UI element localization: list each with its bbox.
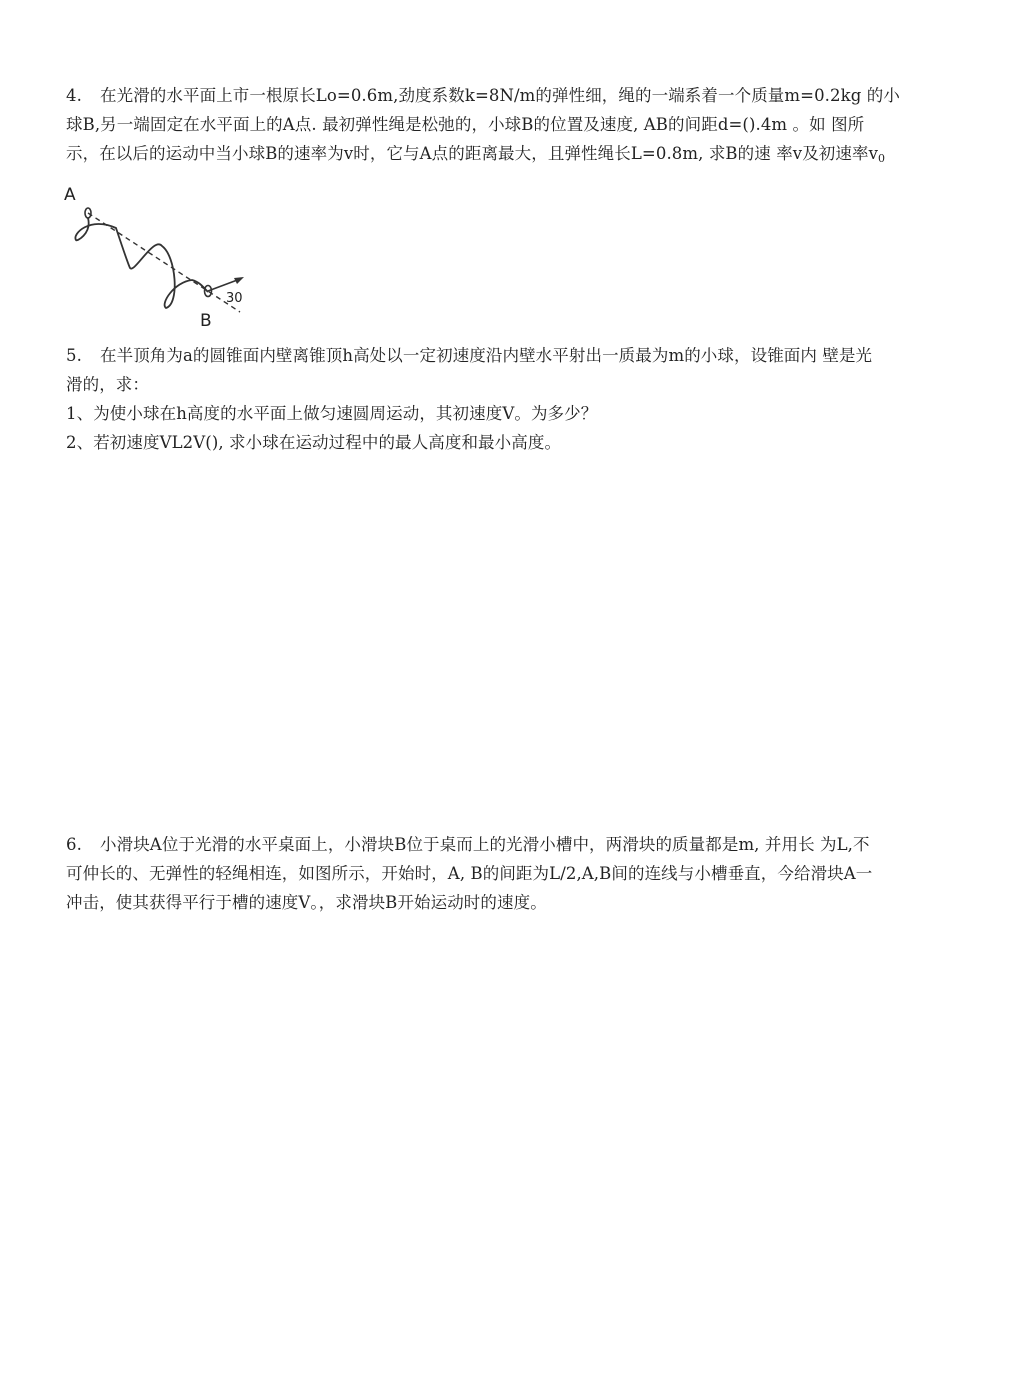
- question-5-subquestion-1: 1、为使小球在h高度的水平面上做匀速圆周运动，其初速度V。为多少？: [66, 404, 598, 423]
- question-6-line-2: 可仲长的、无弹性的轻绳相连，如图所示，开始时，A, B的间距为L/2,A,B间的连线与小槽垂直，今给滑块A一: [66, 864, 873, 883]
- figure-label-b: B: [200, 311, 212, 330]
- question-6-line-1: 6. 小滑块A位于光滑的水平桌面上，小滑块B位于桌而上的光滑小槽中，两滑块的质量都是m, 并用长 为L,不: [66, 830, 958, 859]
- question-5-line-1: 5. 在半顶角为a的圆锥面内壁离锥顶h高处以一定初速度沿内壁水平射出一质最为m的小球，设锥面内 壁是光: [66, 341, 958, 370]
- question-6-number: 6.: [66, 835, 82, 854]
- question-4-line-1: 4. 在光滑的水平面上市一根原长Lo=0.6m,劲度系数k=8N/m的弹性细，绳的一端系着一个质量m=0.2kg 的小: [66, 81, 958, 110]
- question-4: [66, 81, 958, 173]
- figure-angle-label: 30: [226, 291, 243, 306]
- question-4-line-2: 球B,另一端固定在水平面上的A点. 最初弹性绳是松弛的，小球B的位置及速度, AB的间距d=().4m 。如 图所: [66, 115, 865, 134]
- question-4-number: 4.: [66, 86, 82, 105]
- question-5: [66, 341, 958, 457]
- ab-dashed-line: [88, 213, 240, 312]
- subscript-zero: 0: [878, 152, 886, 165]
- question-6-line-3: 冲击，使其获得平行于槽的速度V。，求滑块B开始运动时的速度。: [66, 893, 547, 912]
- question-5-number: 5.: [66, 346, 82, 365]
- elastic-rope-figure: [62, 184, 262, 330]
- velocity-arrow-head: [234, 277, 244, 284]
- question-5-line-2: 滑的，求：: [66, 375, 149, 394]
- question-6: [66, 830, 958, 917]
- question-5-subquestion-2: 2、若初速度VL2V(), 求小球在运动过程中的最人高度和最小高度。: [66, 433, 562, 452]
- velocity-arrow-shaft: [208, 279, 240, 291]
- figure-label-a: A: [64, 185, 76, 205]
- question-4-line-3: 示，在以后的运动中当小球B的速率为v时，它与A点的距离最大，且弹性绳长L=0.8m, 求B的速 率v及初速率$v_0$: [66, 144, 886, 165]
- elastic-rope: [75, 218, 208, 308]
